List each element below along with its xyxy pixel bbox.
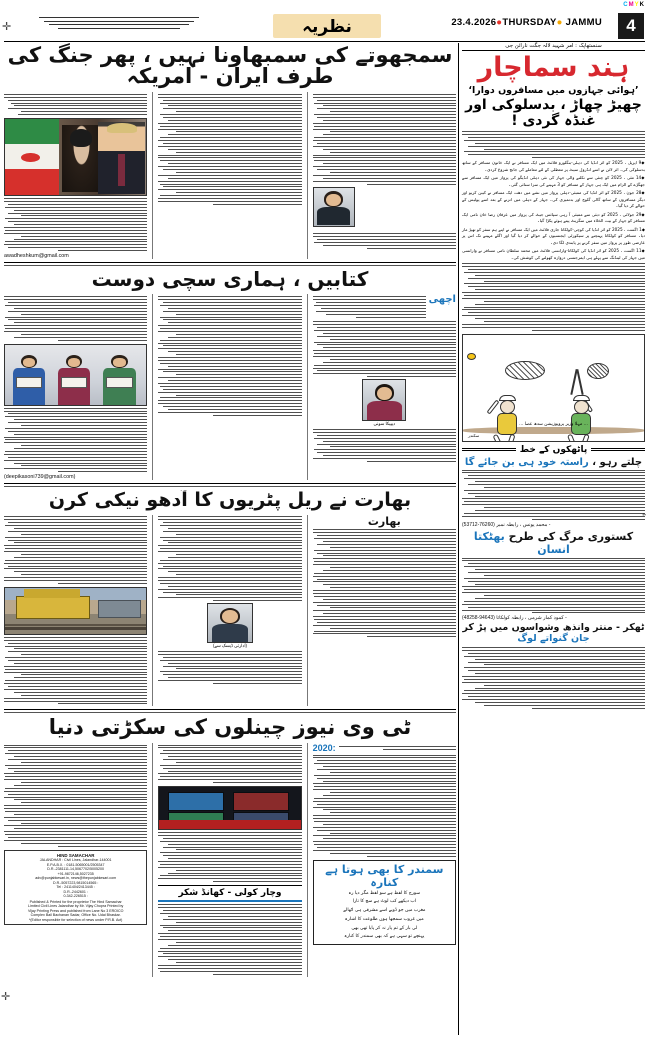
author-portrait-iran <box>313 187 355 227</box>
books-col-2 <box>152 294 301 480</box>
letter-2-title-plain: کستوری مرگ کی طرح <box>508 529 634 543</box>
lead-bullet-4: ◆1 اگست ، 2025 کو ائر انڈیا کی کوچی-کولکاتا جاری فلائٹ میں ایک مسافر نے اپنے ہم سفر کو تھپڑ مار دیا۔ مسافر کو کولکاتا پہنچنے پر سیکورٹی ایجنسیوں کے حوالے کر دیا گیا اور اگلے مہینے تک اس پر عارضی طور پر پرواز میں سفر کرنے پر پابندی لگا دی۔ <box>462 226 645 245</box>
article-headline-tv: ٹی وی نیوز چینلوں کی سکڑتی دنیا <box>48 715 412 739</box>
imprint-line-3: +91-9872146,5027235 <box>57 871 94 876</box>
rail-col-2 <box>152 515 301 707</box>
date-text: 23.4.2026 <box>451 17 497 28</box>
box-poem-title: سمندر کا بھی ہوتا ہے کنارہ <box>325 862 444 889</box>
photo-tv-studio <box>158 786 301 830</box>
rail-col-3 <box>4 515 147 707</box>
imprint-line-6: Tel : 2411404/2413445 : <box>56 885 95 890</box>
letter-3-title-plain: ٹھکر - منتر وانذھ وشواسوں میں پڑ کر <box>462 622 645 634</box>
books-col-3 <box>4 294 147 480</box>
letter-item-3 <box>462 623 645 708</box>
cartoon-signature: سکندر <box>468 432 480 438</box>
dateline: 23.4.2026●THURSDAY● JAMMU <box>451 17 602 28</box>
letter-2-title-accent: بھٹکتا انسان <box>473 529 570 556</box>
rail-subheading: بھارت <box>367 514 401 528</box>
lead-kicker: ’ہوائی جہازوں میں مسافروں دوارا‘ <box>468 85 639 96</box>
day-text: THURSDAY <box>502 17 557 28</box>
article-headline-books: کتابیں ، ہماری سچی دوست <box>91 268 369 292</box>
rail-col-1 <box>307 515 456 707</box>
net-small-icon <box>587 363 609 379</box>
letter-1-signature: - محمد یونس ، رابطہ نمبر (76260-53712) <box>462 521 551 528</box>
poem-line-4: لی بار کے تم پار نہ کر پایا تھی بھی <box>351 925 418 931</box>
tv-col-2 <box>152 743 301 977</box>
letter-2-signature: - کمود کمار شرمی ، رابطہ کولکاتا (94643-48258) <box>462 615 567 622</box>
photo-iran-usa <box>4 118 147 196</box>
imprint-line-0: JALANDHAR : Civil Lines, Jalandhar-144001 <box>39 858 112 863</box>
section-title: نظریہ <box>302 16 352 37</box>
article-iran-usa <box>4 43 456 259</box>
editorial-cartoon <box>462 334 645 442</box>
imprint-brand: HIND SAMACHAR <box>56 852 95 858</box>
page-number: 4 <box>618 13 644 39</box>
lead-bullet-5: ◆11 اگست ، 2025 کو ائر انڈیا کی کولکاتا-وارانسی فلائٹ میں محمد سلطان نامی مسافر نے وارانسی میں جہاز کی لینڈنگ سے پہلے ہی ایمرجنسی دروازہ کھولنے کی کوشش کی۔ <box>462 248 645 260</box>
article-email-books[interactable]: (deepikasoni739@gmail.com) <box>4 474 76 481</box>
iran-col-2 <box>152 92 301 259</box>
article-email-iran-usa[interactable]: awadheshkum@gmail.com <box>4 253 69 260</box>
author-caption-iran <box>313 227 456 232</box>
poem-line-1: اب دیکھے کب لوٹ ہے سچ کا تارا <box>352 899 416 905</box>
lead-bullet-2: ◆28 جون ، 2025 کو ائر انڈیا کی ممبئی-دہلی پرواز میں نشے میں دھت ایک مسافر نے کیبن کریو اور دیگر مسافروں کے ساتھ گالی گلوچ اور بدتمیزی کی۔ جہاز کے دہلی میں اترنے کے بعد اسے پولیس کے حوالے کر دیا گیا۔ <box>462 190 646 209</box>
box-media <box>158 885 301 974</box>
edition-text: JAMMU <box>565 17 602 28</box>
iran-col-1 <box>307 92 456 259</box>
imprint-line-1: E.P.A.B.X. : 0181-5065001/2505347 <box>46 862 105 867</box>
poem-line-2: مغرب میں جو ڈوبے اسے مشرقی ہی اٹھالے <box>343 908 426 914</box>
books-col-1 <box>307 294 456 480</box>
tv-col-3 <box>4 743 147 977</box>
author-caption-books: دیپیکا سونی <box>373 421 396 427</box>
crop-mark-bottom-left: ✛ <box>1 991 11 1003</box>
article-headline-rail: بھارت نے ریل پٹریوں کا آدھو نیکی کرن <box>48 489 412 511</box>
author-portrait-rail <box>207 603 253 643</box>
box-media-title: وچار کولی - کھانڈ شکر <box>178 888 282 899</box>
masthead-slogan <box>34 15 204 31</box>
imprint-line-12: Complex Bail Bachanan Sadar, Office No. Udai Bhaskar. <box>30 913 121 918</box>
author-caption-rail: (ادارتی ڈیسک سے) <box>212 643 248 649</box>
butterfly-net-icon <box>505 361 545 380</box>
masthead-kicker: سنستھاپک : امر شہید لالہ جگت نارائن جی <box>462 43 645 51</box>
imprint-line-4: adv@punjabkesari.in, news@thepunjabkesari.com <box>35 876 117 881</box>
imprint-line-5: D.R.-5057223,9815014565 : <box>52 880 99 885</box>
photo-women-with-books <box>4 344 147 406</box>
crop-mark-top-left: ✛ <box>2 21 12 33</box>
imprint-box <box>4 850 147 925</box>
editorial-columns <box>4 43 456 1035</box>
lead-bullet-1: ◆14 مئی ، 2025 کو چنئی سے نکلنے والی جہاز کی نئی دہلی انڈیگو کی پرواز میں ایک مسافر سے جھگڑے کے الزام میں ایک ہی جہاز کے مسافر کو 3 مہینے کی سزا سنائی گئی۔ <box>462 175 646 187</box>
article-headline-iran-usa: سمجھوتے کی سمبھاونا نہیں ، پھر جنگ کی طرف ایران - امریکہ <box>7 43 453 88</box>
butterfly-icon <box>467 353 476 360</box>
cartoon-caption: ... مہلا وزیر پروپوزیشن سدھ عصا ... <box>519 421 588 427</box>
masthead-column <box>458 43 645 1035</box>
letter-1-title-plain: چلتے رہو ، <box>592 456 643 468</box>
poem-line-3: میں غروب سمجھا ہوں طلوعت کا اشارہ <box>344 916 424 922</box>
scissors-blade-2-icon <box>576 369 584 395</box>
tv-col-1 <box>307 743 456 977</box>
lead-headline: چھیڑ چھاڑ ، بدسلوکی اور غنڈہ گردی ! <box>465 97 642 130</box>
letter-item-1 <box>462 457 645 528</box>
imprint-line-2: D.R.-2381111-14,5067702/5005200 <box>47 867 105 872</box>
lead-bullet-3: ◆29 جولائی ، 2025 کو دبئی سے ممبئی آ رہی سپائس جیٹ کی پرواز میں عرفان رضا خان نامی ایک مسافر کو جہاز کے بیت الخلاء میں سگریٹ پیتے ہوئے پکڑا گیا۔ <box>462 211 645 224</box>
article-rail <box>4 490 456 707</box>
imprint-line-11: Vijay Printing Press and published from Lane No 3 EROICO <box>27 908 124 913</box>
letters-section-header <box>462 445 645 455</box>
poem-line-0: سورج کا لفظ ہے سو لفظ مگر دیا رہ <box>348 890 421 896</box>
masthead-title: ہند سماچار <box>477 52 630 83</box>
lead-bullet-0: ◆9 اپریل ، 2025 کو ائر انڈیا کی دہلی-بنگلورو فلائٹ میں ایک مسافر نے ایک خاتون مسافر کے ساتھ بدسلوکی کی۔ ائر لائن نے اسے انڈرول سیٹ پر معطلی کے لئے معاملے کی جانچ شروع کردی۔ <box>462 160 645 172</box>
iran-col-3 <box>4 92 147 259</box>
article-tv <box>4 716 456 977</box>
page-side-marker: 4 <box>640 513 646 516</box>
letters-section-title: پاٹھکوں کے خط <box>519 444 588 455</box>
article-books <box>4 268 456 480</box>
cmyk-registration-marks: CMYK <box>623 2 645 8</box>
author-portrait-books <box>362 379 406 421</box>
highlight-word-books: اچھی <box>428 294 456 306</box>
photo-railway-track <box>4 587 147 635</box>
imprint-line-13: *(Editor responsible for selection of news under P.R.B. Act) <box>28 917 123 922</box>
letter-item-2 <box>462 530 645 622</box>
letter-1-title-accent: راستہ خود ہی بن جائے گا <box>464 456 589 468</box>
section-title-badge <box>273 14 381 38</box>
poem-line-5: پہنچے تو سہی ہے کہ بھی سمندر کا کنارہ <box>344 934 425 940</box>
box-poem <box>313 860 456 945</box>
imprint-line-7: D.R.-2442601 : <box>63 889 88 894</box>
imprint-line-10: Limited Civil Lines Jalandhar by Mr. Vijay Chopra Printed by <box>28 904 124 909</box>
imprint-line-9: Published & Printed for the proprietor The Hind Samachar <box>29 899 122 904</box>
tv-year-marker: 2020: <box>312 742 336 753</box>
imprint-line-8: 0-342-226515 : <box>63 894 88 899</box>
letter-3-title-accent: جان گنواتے لوگ <box>517 633 590 645</box>
